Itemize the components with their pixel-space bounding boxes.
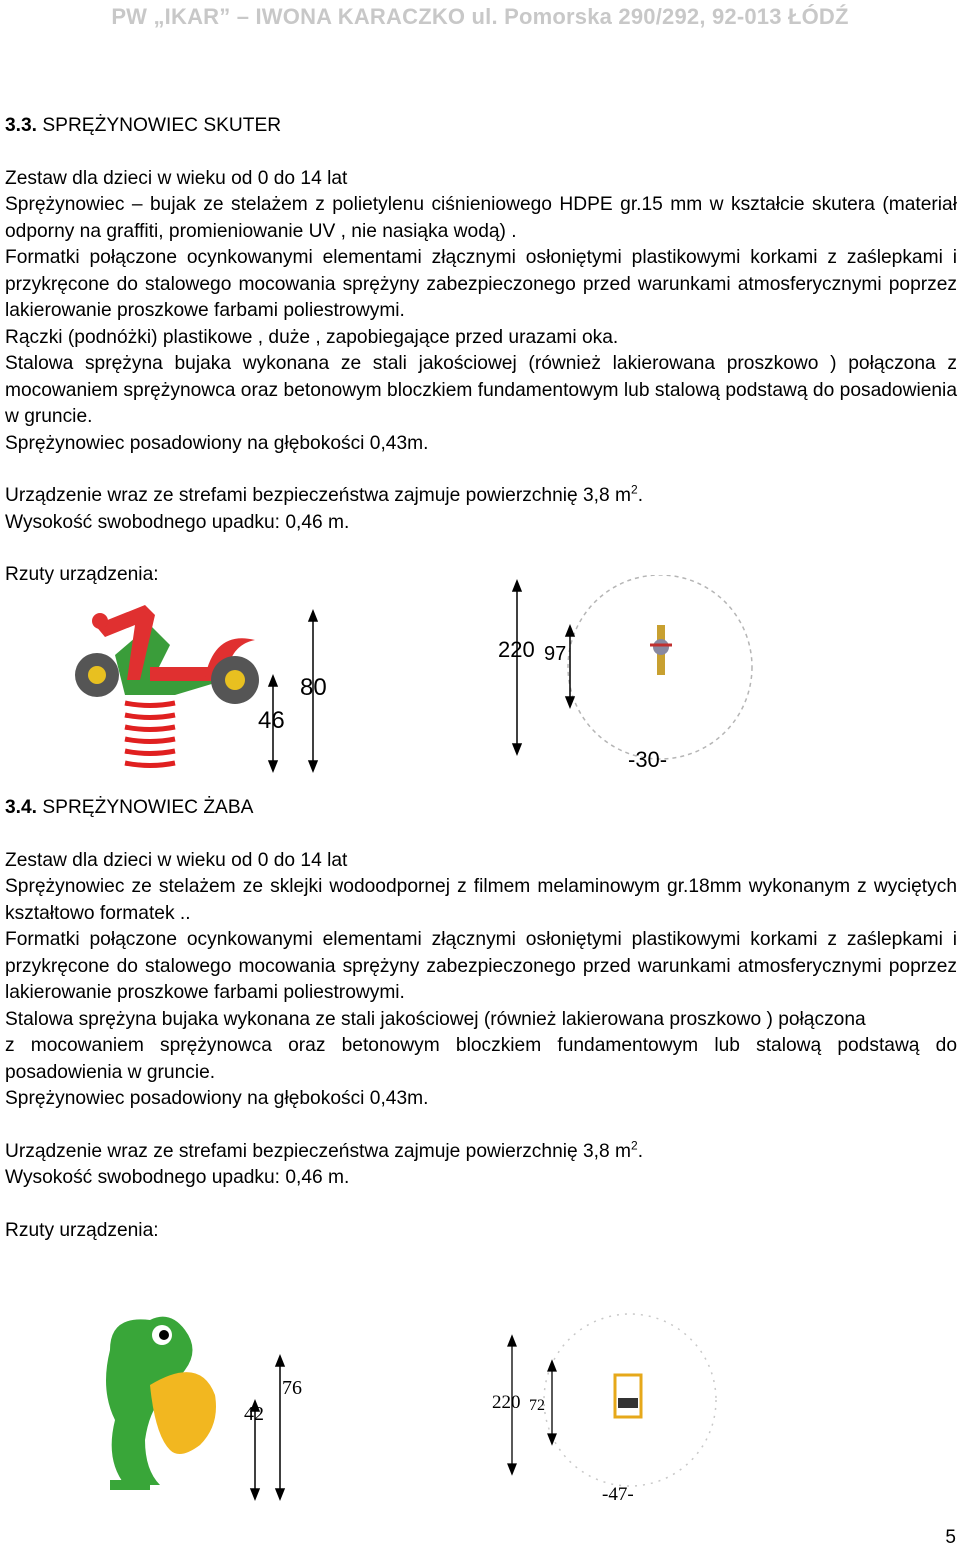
paragraph: Formatki połączone ocynkowanymi elementami złącznymi osłoniętymi plastikowymi korkami z zaślepkami i przykręcone do stalowego mocowania sprężyny zabezpieczonego przed warunkami atmosferycznymi poprzez lakierowanie proszkowe farbami poliestrowymi. [5, 929, 957, 1003]
views-label: Rzuty urządzenia: [5, 1219, 159, 1241]
area-line [5, 1139, 957, 1166]
fall-height: Wysokość swobodnego upadku: 0,46 m. [5, 511, 350, 533]
paragraph: Sprężynowiec – bujak ze stelażem z polietylenu ciśnieniowego HDPE gr.15 mm w kształcie skutera (materiał odporny na graffiti, promieniowanie UV , nie nasiąka wodą) . [5, 194, 957, 242]
frog-seat [150, 1372, 216, 1454]
paragraph: Zestaw dla dzieci w wieku od 0 do 14 lat [5, 167, 348, 189]
paragraph: Formatki połączone ocynkowanymi elementami złącznymi osłoniętymi plastikowymi korkami z zaślepkami i przykręcone do stalowego mocowania sprężyny zabezpieczonego przed warunkami atmosferycznymi poprzez lakierowanie proszkowe farbami poliestrowymi. [5, 247, 957, 321]
paragraph: Sprężynowiec posadowiony na głębokości 0,43m. [5, 432, 429, 454]
section-frog [5, 795, 957, 1244]
paragraph: Stalowa sprężyna bujaka wykonana ze stali jakościowej (również lakierowana proszkowo ) połączona z mocowaniem sprężynowca oraz betonowym bloczkiem fundamentowym lub stalową podstawą do posadowienia w gruncie. [5, 353, 957, 427]
section-heading: SPRĘŻYNOWIEC ŻABA [42, 797, 254, 818]
dim-inner: 97 [544, 643, 567, 665]
dim-outer: 220 [498, 637, 535, 662]
scooter-side-view [55, 585, 355, 775]
area-text: Urządzenie wraz ze strefami bezpieczeństwa zajmuje powierzchnię 3,8 m [5, 1140, 631, 1162]
paragraph: Sprężynowiec ze stelażem ze sklejki wodoodpornej z filmem melaminowym gr.18mm wykonanym z wyciętych kształtowo formatek .. [5, 876, 957, 924]
section-scooter [5, 113, 957, 589]
dim-width: -30- [628, 747, 668, 772]
area-superscript: 2 [631, 482, 638, 497]
dim-width: -47- [602, 1484, 634, 1505]
area-end: . [637, 485, 644, 506]
dim-outer: 220 [492, 1392, 521, 1413]
dim-height-total: 80 [300, 674, 327, 701]
area-superscript: 2 [631, 1138, 638, 1153]
paragraph: Stalowa sprężyna bujaka wykonana ze stali jakościowej (również lakierowana proszkowo ) połączona [5, 1008, 866, 1030]
section-title [5, 795, 957, 822]
spring-icon [125, 703, 175, 766]
section-number: 3.4. [5, 797, 38, 818]
paragraph: Sprężynowiec posadowiony na głębokości 0,43m. [5, 1088, 429, 1109]
area-text: Urządzenie wraz ze strefami bezpieczeństwa zajmuje powierzchnię 3,8 m [5, 485, 631, 506]
scooter-top-view [495, 575, 815, 775]
area-line [5, 483, 957, 510]
paragraph: z mocowaniem sprężynowca oraz betonowym bloczkiem fundamentowym lub stalową podstawą do posadowienia w gruncie. [5, 1035, 957, 1083]
page-header: PW „IKAR” – IWONA KARACZKO ul. Pomorska 290/292, 92-013 ŁÓDŹ [111, 4, 849, 29]
dim-height-seat: 46 [258, 707, 285, 734]
page-number: 5 [945, 1527, 956, 1548]
area-end: . [637, 1140, 644, 1162]
dim-inner: 72 [529, 1397, 545, 1414]
section-title [5, 113, 957, 140]
section-number: 3.3. [5, 115, 38, 136]
views-label: Rzuty urządzenia: [5, 564, 159, 585]
frog-top-view [490, 1300, 790, 1510]
fall-height: Wysokość swobodnego upadku: 0,46 m. [5, 1167, 350, 1188]
paragraph: Rączki (podnóżki) plastikowe , duże , zapobiegające przed urazami oka. [5, 326, 619, 348]
section-heading: SPRĘŻYNOWIEC SKUTER [42, 115, 282, 136]
dim-height-total: 76 [282, 1377, 302, 1399]
frog-side-view [90, 1310, 320, 1510]
paragraph: Zestaw dla dzieci w wieku od 0 do 14 lat [5, 849, 348, 871]
dim-height-seat: 42 [244, 1403, 264, 1425]
